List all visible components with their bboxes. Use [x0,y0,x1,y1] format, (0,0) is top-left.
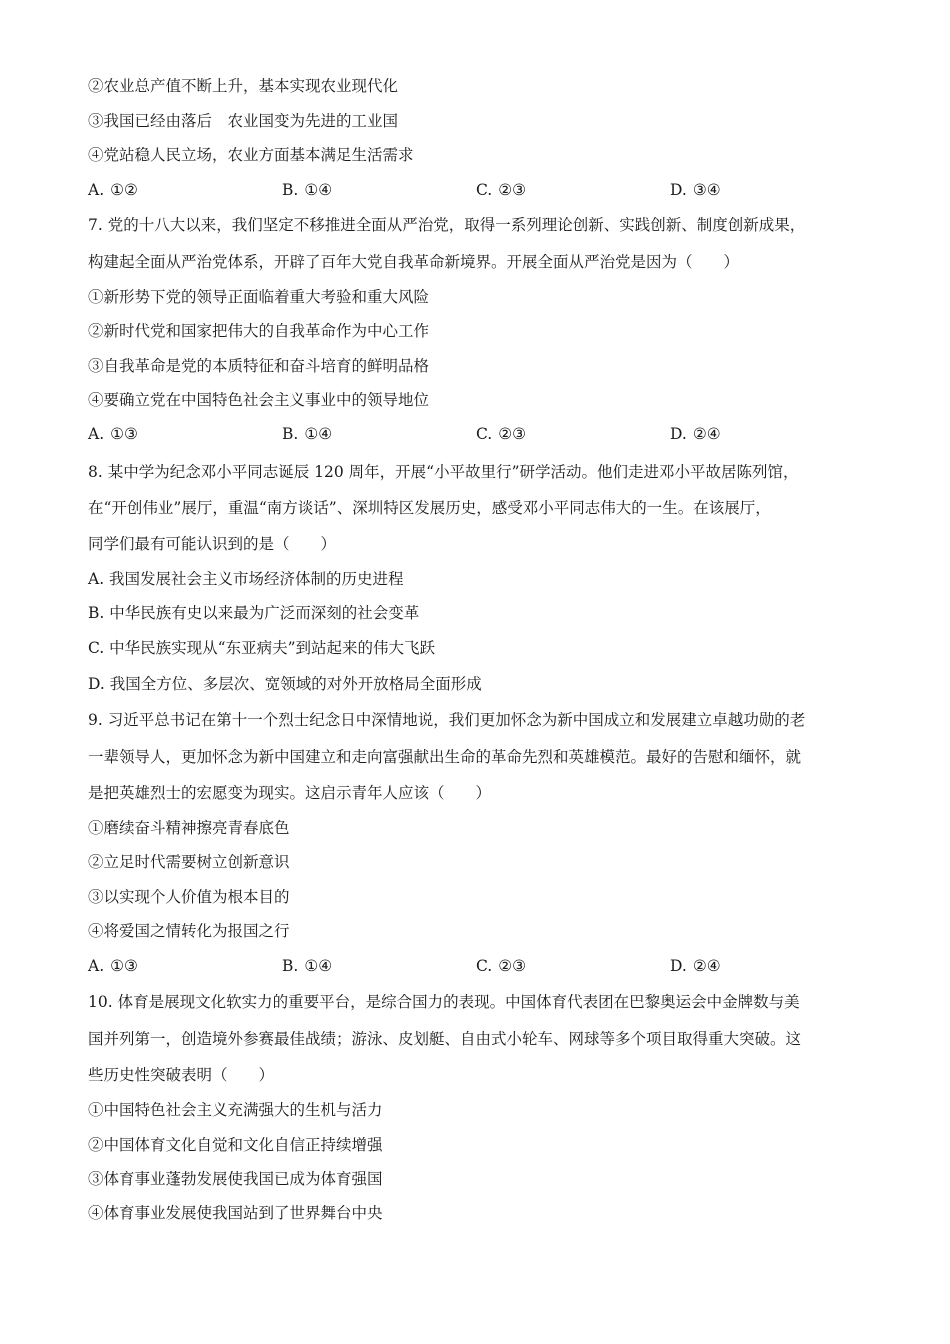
q10-item-1: ①中国特色社会主义充满强大的生机与活力 [88,1101,383,1119]
q7-option-a: A. ①③ [88,425,138,443]
q6-option-c: C. ②③ [476,181,527,199]
q7-stem-line-2: 构建起全面从严治党体系，开辟了百年大党自我革命新境界。开展全面从严治党是因为（ ） [88,253,740,271]
q8-stem-line-2: 在“开创伟业”展厅，重温“南方谈话”、深圳特区发展历史，感受邓小平同志伟大的一生。在该展厅， [88,499,771,517]
q9-item-1: ①磨续奋斗精神擦亮青春底色 [88,819,290,837]
q8-stem-line-3: 同学们最有可能认识到的是（ ） [88,535,337,553]
q8-stem-line-1: 8. 某中学为纪念邓小平同志诞辰 120 周年，开展“小平故里行”研学活动。他们走进邓小平故居陈列馆， [88,463,799,481]
q9-option-d: D. ②④ [670,957,721,975]
q8-choice-a: A. 我国发展社会主义市场经济体制的历史进程 [88,570,404,588]
q8-choice-d: D. 我国全方位、多层次、宽领域的对外开放格局全面形成 [88,675,482,693]
q6-option-b: B. ①④ [282,181,333,199]
q7-item-2: ②新时代党和国家把伟大的自我革命作为中心工作 [88,322,430,340]
q10-stem-line-1: 10. 体育是展现文化软实力的重要平台，是综合国力的表现。中国体育代表团在巴黎奥运会中金牌数与美 [88,993,800,1011]
q7-item-1: ①新形势下党的领导正面临着重大考验和重大风险 [88,288,430,306]
q6-item-4: ④党站稳人民立场，农业方面基本满足生活需求 [88,146,414,164]
q6-options [88,180,848,200]
q7-option-d: D. ②④ [670,425,721,443]
q7-item-4: ④要确立党在中国特色社会主义事业中的领导地位 [88,391,430,409]
q7-item-3: ③自我革命是党的本质特征和奋斗培育的鲜明品格 [88,357,430,375]
q10-item-2: ②中国体育文化自觉和文化自信正持续增强 [88,1136,383,1154]
q6-item-3: ③我国已经由落后 农业国变为先进的工业国 [88,112,399,130]
q9-options [88,956,848,976]
q10-stem-line-2: 国并列第一，创造境外参赛最佳战绩；游泳、皮划艇、自由式小轮车、网球等多个项目取得重大突破。这 [88,1030,802,1048]
q7-option-b: B. ①④ [282,425,333,443]
q9-option-c: C. ②③ [476,957,527,975]
q7-option-c: C. ②③ [476,425,527,443]
q6-option-a: A. ①② [88,181,138,199]
q9-item-3: ③以实现个人价值为根本目的 [88,888,290,906]
q9-item-2: ②立足时代需要树立创新意识 [88,853,290,871]
q9-option-a: A. ①③ [88,957,138,975]
q9-option-b: B. ①④ [282,957,333,975]
q10-item-4: ④体育事业发展使我国站到了世界舞台中央 [88,1204,383,1222]
q6-item-2: ②农业总产值不断上升，基本实现农业现代化 [88,77,399,95]
q9-stem-line-3: 是把英雄烈士的宏愿变为现实。这启示青年人应该（ ） [88,784,492,802]
q8-choice-b: B. 中华民族有史以来最为广泛而深刻的社会变革 [88,604,420,622]
q9-stem-line-2: 一辈领导人，更加怀念为新中国建立和走向富强献出生命的革命先烈和英雄模范。最好的告慰和缅怀，就 [88,748,802,766]
q7-stem-line-1: 7. 党的十八大以来，我们坚定不移推进全面从严治党，取得一系列理论创新、实践创新、制度创新成果， [88,216,806,234]
q7-options [88,424,848,444]
q6-option-d: D. ③④ [670,181,721,199]
q9-item-4: ④将爱国之情转化为报国之行 [88,922,290,940]
q8-choice-c: C. 中华民族实现从“东亚病夫”到站起来的伟大飞跃 [88,639,436,657]
q10-item-3: ③体育事业蓬勃发展使我国已成为体育强国 [88,1170,383,1188]
q10-stem-line-3: 些历史性突破表明（ ） [88,1066,275,1084]
q9-stem-line-1: 9. 习近平总书记在第十一个烈士纪念日中深情地说，我们更加怀念为新中国成立和发展建立卓越功勋的老 [88,711,806,729]
